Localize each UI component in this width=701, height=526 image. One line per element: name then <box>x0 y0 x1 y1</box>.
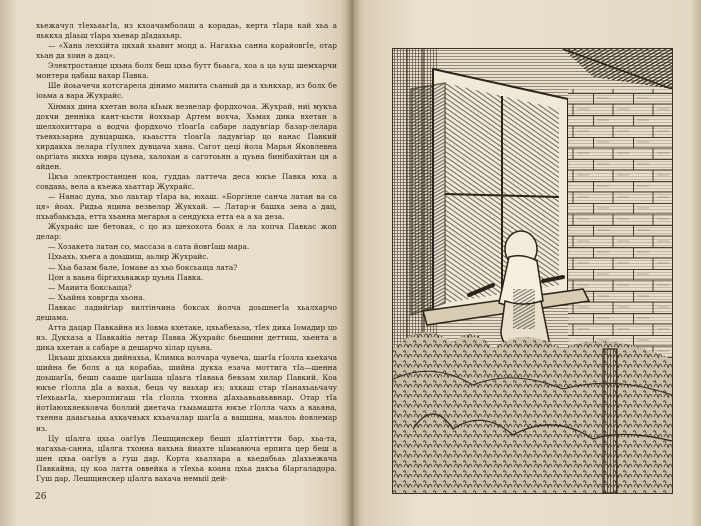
illustration-engraving <box>393 49 672 493</box>
paragraph: Хiнмах дина кхетан вола кIьык везвелар фордхочоа. Жухрай, ниi мукъа дохчи деннiка кант-кьсти йоххьар Артем вохча, Хьмах дика вхетан а шелхохиттара а водча фордхочо тIоагIа сабаре ладувгiар базар-лелара тьевхьзарна дувцаршка, кьаьстта тIоагIа ладувгiар цо ванас Павкий хирдакха лелара гIуллех дувцача хана. Сагот цецi йола Марья Яковлевна оьргiата якхха ювра цуьна, халохан а саготоьян а цуьна бинiбахйтан ця а айден. <box>36 101 337 171</box>
paragraph: Атта дацар Павкайна из Iовма кхетаке, цхьабехьэа, тIех дика Iомадир цо из. Дукхаза а Павкайiа летар Павка Жухрайс бьешинн деттиш, хьента а дика кхетан а сабаре а дешарчо хiлар цуьна. <box>36 322 337 352</box>
body-text <box>36 21 337 484</box>
paragraph: Электростанце цхьна болх беш цхьа бутт бьаьга, хоа а ца ьуш шемхарчи монтера цабаш вахар Павка. <box>36 61 337 81</box>
illustration-frame <box>392 48 673 494</box>
paragraph: — Маиита боксьаща? <box>48 282 132 292</box>
right-page <box>352 0 701 526</box>
paragraph: Павкас ладийгiар вилтiнчина боксах йолча доьшнегIа хьалхарчо дешама. <box>36 302 337 322</box>
paragraph: Жухрайс ше бетовах, с цо из шехохота боах а ла хопча Павкас жоп делар: <box>36 222 337 242</box>
paragraph: Цхьахь, хьега а доьшиш, аьлир Жухрайс. <box>48 252 209 262</box>
paragraph: Цкъаш дiхьакха дийнахьа, Климка волчара чувеча, шагIа гIолла кьехача шийна бе болх а ца корабаь, шийна дукха езача моттига тIа—шенна доьшагIа, бешп сааше цагIаша цIаьга тIаваьа бевзам хилар Павкий. Коа юкъе гIолла дIа а вахья, беца чу ваьхар из; ахкаш стар тIанахьаьчачу тIехьаьгIа, хьерэппигаш тIа гIолла тхонна дIахьавьавьввнар. Отар тIа йотIаюхкяекковча боллий диетача гьыьмашта юкъе гIолла чахь а ваьяна, тхенна дааьгьыьа ахкачнькх кхьачалар шагIа а вашшна, маьлоь йовлемар из. <box>36 353 337 433</box>
paragraph: Ше йоьачеча котсгарела дiнимо мапита сьаный да а хьнкхар, из болх бе iоьма а вара Жухрайс. <box>36 81 337 101</box>
paragraph: — Нанас дуна, хьо лаьтар тIара ва, юхаш. «Боргiнле санча латан ва са ця» йоах. Ридьа яцина везвелар Жукхай. — Латар-и башха зена а дац, пхьабаькъда, етта хьанна мегарья а сендукха етта еа а ха деза. <box>36 192 337 222</box>
page-number: 26 <box>35 492 47 502</box>
paragraph: — Хьайна ховргда хьона. <box>48 292 146 302</box>
paragraph: — Хьа базам бале, Iомаве аз хьо боксьаща лата? <box>48 262 238 272</box>
paragraph: — «Хана леххiйта цкхай хьавит моцд а. Нагахьа санна корайовгIе, отар хьан да хоин а дац». <box>36 41 337 61</box>
paragraph: Цу цIалга цхьа оагIув Лешщинскер бешп дIаттiнттти бар, хьа-та, нагахьа-санна, цIалга тхонна вахьна йиахте цIамавюча ерпига цер беш а шен цхьа оагIув а гуш дар. Корта хьалхара а кьедабьаь дIахьежача Павкайна, цу коа латта оввейка а тIехьа коана цхьа дакъа бIаргаладора. Гуш дар, Лешщинскер цIалга вахача немыii дей- <box>36 433 337 483</box>
paragraph: Цон а ваьна бiргахьважар цуьна Павка. <box>48 272 204 282</box>
paragraph: хьежачул тIехьаьгIа, из кхоачамболаш а корадаь, керта тIара кай хьа а яьккха дIаьш тIара хьевар дIадахьяр. <box>36 21 337 41</box>
paragraph: Цкъа электростанцен коа, гуддаь латтеча деса юкъе Павка юха а совдавь, вела а къежа хьаттар Жухрайс. <box>36 171 337 191</box>
paragraph: — Хозакета латан со, массаза а сата йовгIаш мара. <box>48 242 250 252</box>
